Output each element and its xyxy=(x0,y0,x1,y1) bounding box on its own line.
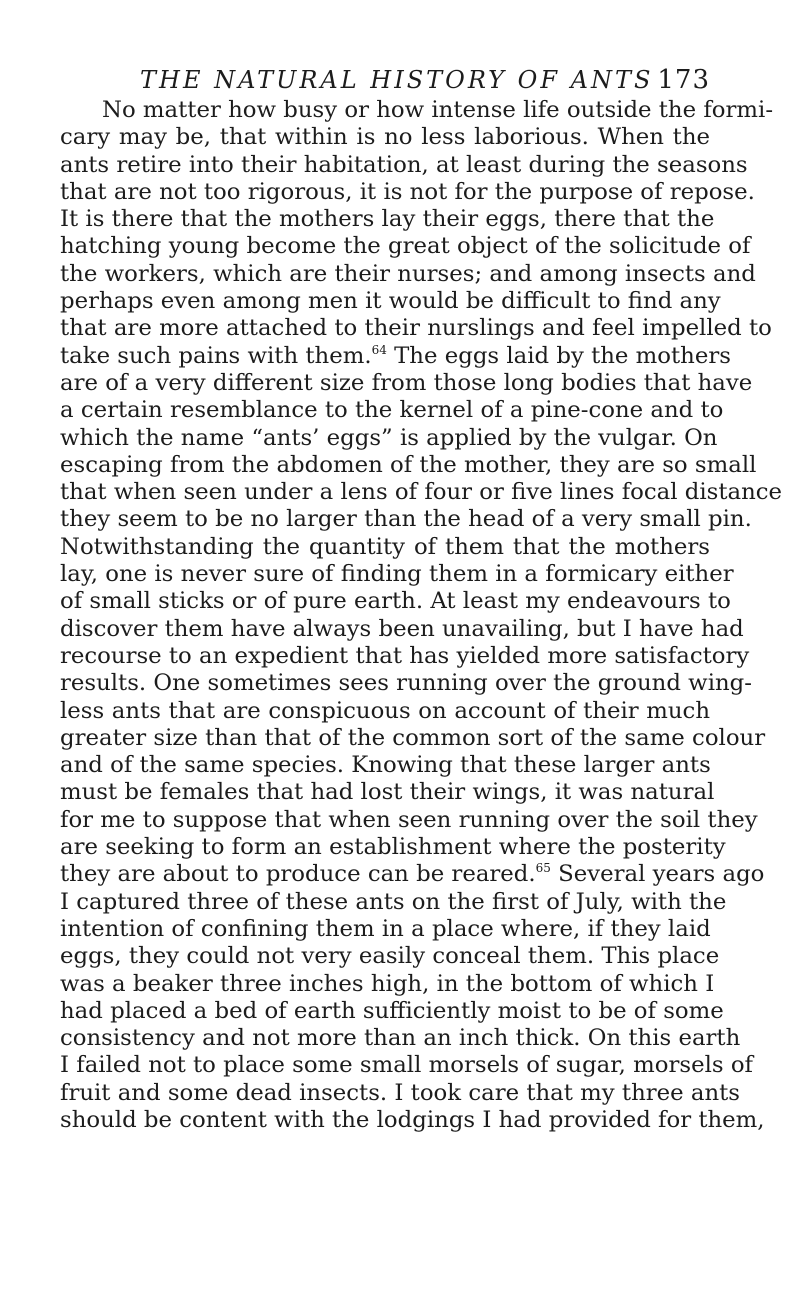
text-line: was a beaker three inches high, in the bottom of which I xyxy=(60,970,715,997)
text-line: fruit and some dead insects. I took care that my three ants xyxy=(60,1079,741,1106)
text-line: Notwithstanding the quantity of them that the mothers xyxy=(60,533,710,560)
text-line: No matter how busy or how intense life outside the formi- xyxy=(102,97,774,123)
text-line: a certain resemblance to the kernel of a pine-cone and to xyxy=(60,397,724,424)
page-number: 173 xyxy=(657,65,710,95)
text-segment: The eggs laid by the mothers xyxy=(386,342,731,369)
text-line: they seem to be no larger than the head of a very small pin. xyxy=(60,506,752,533)
text-line: less ants that are conspicuous on account of their much xyxy=(60,697,710,724)
text-line: for me to suppose that when seen running over the soil they xyxy=(60,806,758,833)
text-line: and of the same species. Knowing that these larger ants xyxy=(60,752,711,779)
text-line: had placed a bed of earth sufficiently moist to be of some xyxy=(60,997,724,1024)
footnote-ref: 65 xyxy=(535,861,551,876)
text-line xyxy=(60,861,765,888)
text-line: ants retire into their habitation, at least during the seasons xyxy=(60,151,748,178)
text-line: I captured three of these ants on the first of July, with the xyxy=(60,888,727,915)
text-segment: they are about to produce can be reared. xyxy=(60,861,536,888)
text-line: perhaps even among men it would be difficult to find any xyxy=(60,288,721,315)
text-line: should be content with the lodgings I had provided for them, xyxy=(60,1106,765,1133)
text-line: discover them have always been unavailing, but I have had xyxy=(60,615,744,642)
text-line: are seeking to form an establishment where the posterity xyxy=(60,834,726,861)
text-line: results. One sometimes sees running over the ground wing- xyxy=(60,670,752,697)
body-text xyxy=(60,97,783,1134)
running-title: THE NATURAL HISTORY OF ANTS xyxy=(140,66,654,94)
footnote-ref: 64 xyxy=(371,342,387,357)
text-line: intention of confining them in a place where, if they laid xyxy=(60,915,711,942)
text-line: that are not too rigorous, it is not for the purpose of repose. xyxy=(60,178,755,205)
text-line: must be females that had lost their wings, it was natural xyxy=(60,779,715,806)
text-segment: take such pains with them. xyxy=(60,342,372,369)
text-line xyxy=(60,342,731,370)
text-line: that when seen under a lens of four or five lines focal distance xyxy=(60,479,783,506)
running-head xyxy=(140,60,710,100)
text-line: hatching young become the great object of the solicitude of xyxy=(60,233,751,260)
text-line: It is there that the mothers lay their eggs, there that the xyxy=(60,206,715,233)
text-line: which the name “ants’ eggs” is applied by the vulgar. On xyxy=(60,424,718,451)
text-line: greater size than that of the common sort of the same colour xyxy=(60,724,766,751)
text-line: cary may be, that within is no less laborious. When the xyxy=(60,124,710,151)
text-line: I failed not to place some small morsels of sugar, morsels of xyxy=(60,1052,753,1079)
text-line: that are more attached to their nurslings and feel impelled to xyxy=(60,315,772,342)
text-line: of small sticks or of pure earth. At least my endeavours to xyxy=(60,588,731,615)
text-line: are of a very different size from those long bodies that have xyxy=(60,369,753,396)
text-line: recourse to an expedient that has yielded more satisfactory xyxy=(60,642,750,669)
text-line: lay, one is never sure of finding them in a formicary either xyxy=(60,561,734,588)
text-line: the workers, which are their nurses; and among insects and xyxy=(60,260,756,287)
text-line: eggs, they could not very easily conceal them. This place xyxy=(60,943,720,970)
text-segment: Several years ago xyxy=(550,861,765,888)
text-line: escaping from the abdomen of the mother, they are so small xyxy=(60,451,757,478)
text-line: consistency and not more than an inch thick. On this earth xyxy=(60,1025,741,1052)
